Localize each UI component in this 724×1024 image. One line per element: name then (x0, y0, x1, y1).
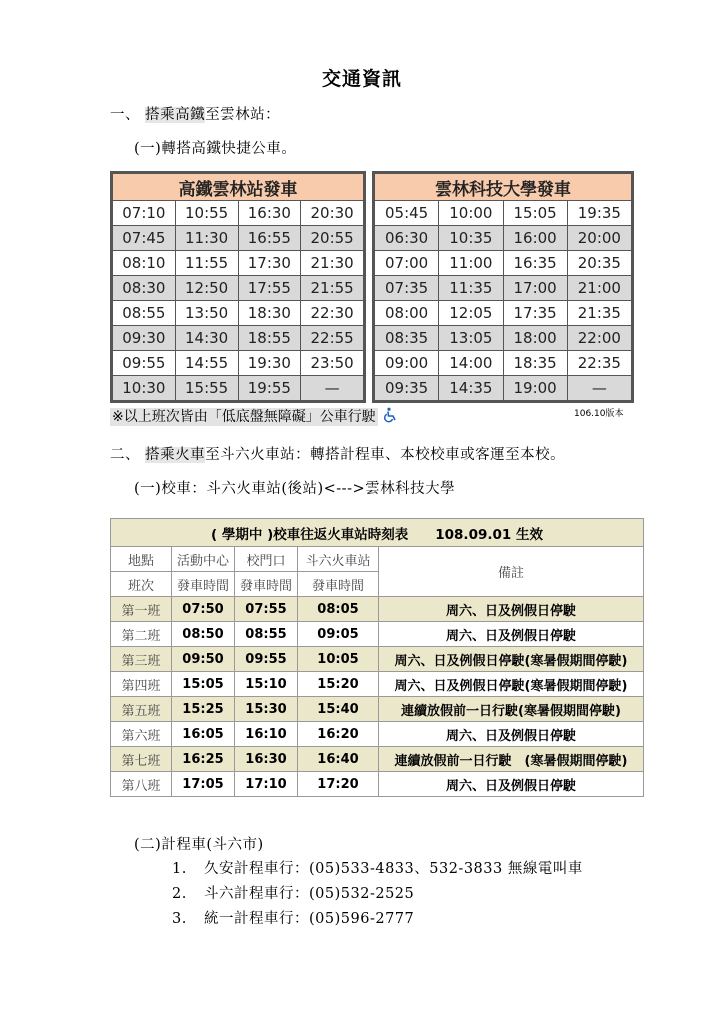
time-cell: 19:35 (567, 201, 631, 226)
time-cell: 10:00 (439, 201, 503, 226)
section-1-sub: (一)轉搭高鐵快捷公車。 (134, 141, 297, 157)
hsr-table-header: 高鐵雲林站發車 (113, 174, 364, 201)
time-cell: 21:55 (301, 276, 364, 301)
run-label: 第一班 (111, 597, 172, 622)
table-row (111, 697, 644, 722)
table-row (375, 376, 632, 401)
time-cell: 17:00 (503, 276, 567, 301)
time-cell: 11:35 (439, 276, 503, 301)
time-cell: 08:55 (113, 301, 176, 326)
time-cell: 22:35 (567, 351, 631, 376)
depart-time: 07:50 (172, 597, 235, 622)
time-cell: 09:30 (113, 326, 176, 351)
time-cell: 21:00 (567, 276, 631, 301)
time-cell: 16:35 (503, 251, 567, 276)
time-cell: 09:00 (375, 351, 439, 376)
time-cell: 08:00 (375, 301, 439, 326)
time-cell: 12:50 (175, 276, 238, 301)
time-cell: 17:35 (503, 301, 567, 326)
taxi-item-number: 3. (172, 911, 187, 927)
hsr-table-yunlin-station (110, 171, 366, 403)
version-label: 106.10版本 (574, 409, 624, 419)
table-row (113, 351, 364, 376)
depart-time: 17:20 (298, 772, 379, 797)
table-row (113, 226, 364, 251)
time-cell: 20:35 (567, 251, 631, 276)
table-row (111, 772, 644, 797)
time-cell: 06:30 (375, 226, 439, 251)
time-cell: 21:30 (301, 251, 364, 276)
section-2-number: 二、 (110, 447, 140, 463)
remark-header: 備註 (379, 547, 644, 597)
run-label: 第四班 (111, 672, 172, 697)
time-cell: 17:30 (238, 251, 301, 276)
depart-time: 17:05 (172, 772, 235, 797)
section-2-highlight: 搭乘火車 (145, 447, 206, 463)
section-1-number: 一、 (110, 107, 140, 123)
table-row (375, 351, 632, 376)
wheelchair-icon (382, 407, 398, 427)
table-row (111, 647, 644, 672)
time-cell: 22:55 (301, 326, 364, 351)
time-cell: 19:55 (238, 376, 301, 401)
time-cell: 20:55 (301, 226, 364, 251)
table-row (111, 722, 644, 747)
time-cell: 16:00 (503, 226, 567, 251)
taxi-heading: (二)計程車(斗六市) (134, 837, 264, 853)
run-label: 第二班 (111, 622, 172, 647)
depart-time: 16:05 (172, 722, 235, 747)
time-cell: 13:50 (175, 301, 238, 326)
depart-label-1: 發車時間 (172, 572, 235, 597)
time-cell: 15:55 (175, 376, 238, 401)
time-cell: 22:30 (301, 301, 364, 326)
depart-time: 16:10 (235, 722, 298, 747)
depart-time: 16:25 (172, 747, 235, 772)
remark-cell: 連續放假前一日行駛 (寒暑假期間停駛) (379, 747, 644, 772)
time-cell: 23:50 (301, 351, 364, 376)
time-cell: 20:30 (301, 201, 364, 226)
time-cell: 19:30 (238, 351, 301, 376)
hsr-table-yuntech (372, 171, 634, 403)
time-cell: 11:30 (175, 226, 238, 251)
section-2-sub: (一)校車：斗六火車站(後站)<--->雲林科技大學 (134, 481, 456, 497)
time-cell: 18:00 (503, 326, 567, 351)
depart-time: 15:40 (298, 697, 379, 722)
time-cell: 21:35 (567, 301, 631, 326)
time-cell: 09:35 (375, 376, 439, 401)
depart-label-3: 發車時間 (298, 572, 379, 597)
run-label: 第八班 (111, 772, 172, 797)
table-row (113, 276, 364, 301)
remark-cell: 連續放假前一日行駛(寒暑假期間停駛) (379, 697, 644, 722)
taxi-item-number: 1. (172, 861, 187, 877)
col-place: 地點 (111, 547, 172, 572)
depart-time: 15:10 (235, 672, 298, 697)
table-row (113, 326, 364, 351)
time-cell: 22:00 (567, 326, 631, 351)
col-run: 班次 (111, 572, 172, 597)
table-row (375, 326, 632, 351)
remark-cell: 周六、日及例假日停駛 (379, 722, 644, 747)
time-cell: 08:35 (375, 326, 439, 351)
depart-label-2: 發車時間 (235, 572, 298, 597)
time-cell: 16:55 (238, 226, 301, 251)
time-cell: — (567, 376, 631, 401)
stop-3: 斗六火車站 (298, 547, 379, 572)
time-cell: 08:10 (113, 251, 176, 276)
page-title: 交通資訊 (321, 68, 402, 90)
time-cell: — (301, 376, 364, 401)
time-cell: 14:00 (439, 351, 503, 376)
depart-time: 15:20 (298, 672, 379, 697)
time-cell: 16:30 (238, 201, 301, 226)
table-row (375, 251, 632, 276)
taxi-item (172, 882, 414, 903)
taxi-item (172, 857, 583, 878)
table-row (111, 747, 644, 772)
hsr-table-header: 雲林科技大學發車 (375, 174, 632, 201)
table-row (375, 201, 632, 226)
stop-2: 校門口 (235, 547, 298, 572)
run-label: 第六班 (111, 722, 172, 747)
run-label: 第三班 (111, 647, 172, 672)
time-cell: 07:45 (113, 226, 176, 251)
time-cell: 13:05 (439, 326, 503, 351)
time-cell: 14:35 (439, 376, 503, 401)
depart-time: 16:40 (298, 747, 379, 772)
remark-cell: 周六、日及例假日停駛 (379, 772, 644, 797)
time-cell: 14:30 (175, 326, 238, 351)
depart-time: 16:20 (298, 722, 379, 747)
depart-time: 09:50 (172, 647, 235, 672)
table-row (113, 301, 364, 326)
depart-time: 07:55 (235, 597, 298, 622)
table-row (113, 201, 364, 226)
time-cell: 15:05 (503, 201, 567, 226)
time-cell: 11:00 (439, 251, 503, 276)
remark-cell: 周六、日及例假日停駛 (379, 597, 644, 622)
taxi-item-number: 2. (172, 886, 187, 902)
section-2-heading (110, 443, 565, 464)
depart-time: 09:05 (298, 622, 379, 647)
time-cell: 14:55 (175, 351, 238, 376)
taxi-item-text: 統一計程車行：(05)596-2777 (204, 911, 415, 927)
time-cell: 08:30 (113, 276, 176, 301)
table-row (375, 276, 632, 301)
depart-time: 09:55 (235, 647, 298, 672)
table-row (113, 376, 364, 401)
hsr-note-text: ※以上班次皆由「低底盤無障礙」公車行駛 (112, 409, 376, 425)
table-row (111, 597, 644, 622)
depart-time: 08:50 (172, 622, 235, 647)
section-1-heading (110, 103, 280, 124)
depart-time: 10:05 (298, 647, 379, 672)
section-1-highlight: 搭乘高鐵 (145, 107, 206, 123)
section-1-text: 至雲林站： (205, 107, 281, 123)
remark-cell: 周六、日及例假日停駛(寒暑假期間停駛) (379, 647, 644, 672)
time-cell: 18:30 (238, 301, 301, 326)
time-cell: 19:00 (503, 376, 567, 401)
taxi-item-text: 久安計程車行：(05)533-4833、532-3833 無線電叫車 (204, 861, 583, 877)
taxi-item-text: 斗六計程車行：(05)532-2525 (204, 886, 415, 902)
time-cell: 09:55 (113, 351, 176, 376)
time-cell: 20:00 (567, 226, 631, 251)
run-label: 第五班 (111, 697, 172, 722)
table-row (113, 251, 364, 276)
time-cell: 18:55 (238, 326, 301, 351)
school-bus-title: ( 學期中 )校車往返火車站時刻表 108.09.01 生效 (111, 519, 644, 547)
stop-1: 活動中心 (172, 547, 235, 572)
remark-cell: 周六、日及例假日停駛 (379, 622, 644, 647)
time-cell: 07:10 (113, 201, 176, 226)
run-label: 第七班 (111, 747, 172, 772)
hsr-note (110, 406, 398, 427)
taxi-item (172, 907, 414, 928)
time-cell: 10:30 (113, 376, 176, 401)
time-cell: 07:00 (375, 251, 439, 276)
table-row (375, 226, 632, 251)
time-cell: 05:45 (375, 201, 439, 226)
depart-time: 17:10 (235, 772, 298, 797)
time-cell: 11:55 (175, 251, 238, 276)
table-row (375, 301, 632, 326)
depart-time: 08:05 (298, 597, 379, 622)
remark-cell: 周六、日及例假日停駛(寒暑假期間停駛) (379, 672, 644, 697)
time-cell: 18:35 (503, 351, 567, 376)
school-bus-table (110, 518, 644, 797)
depart-time: 15:25 (172, 697, 235, 722)
time-cell: 10:35 (439, 226, 503, 251)
table-row (111, 672, 644, 697)
depart-time: 16:30 (235, 747, 298, 772)
depart-time: 15:05 (172, 672, 235, 697)
time-cell: 07:35 (375, 276, 439, 301)
section-2-text: 至斗六火車站：轉搭計程車、本校校車或客運至本校。 (205, 447, 566, 463)
depart-time: 08:55 (235, 622, 298, 647)
depart-time: 15:30 (235, 697, 298, 722)
time-cell: 10:55 (175, 201, 238, 226)
table-row (111, 622, 644, 647)
time-cell: 12:05 (439, 301, 503, 326)
time-cell: 17:55 (238, 276, 301, 301)
